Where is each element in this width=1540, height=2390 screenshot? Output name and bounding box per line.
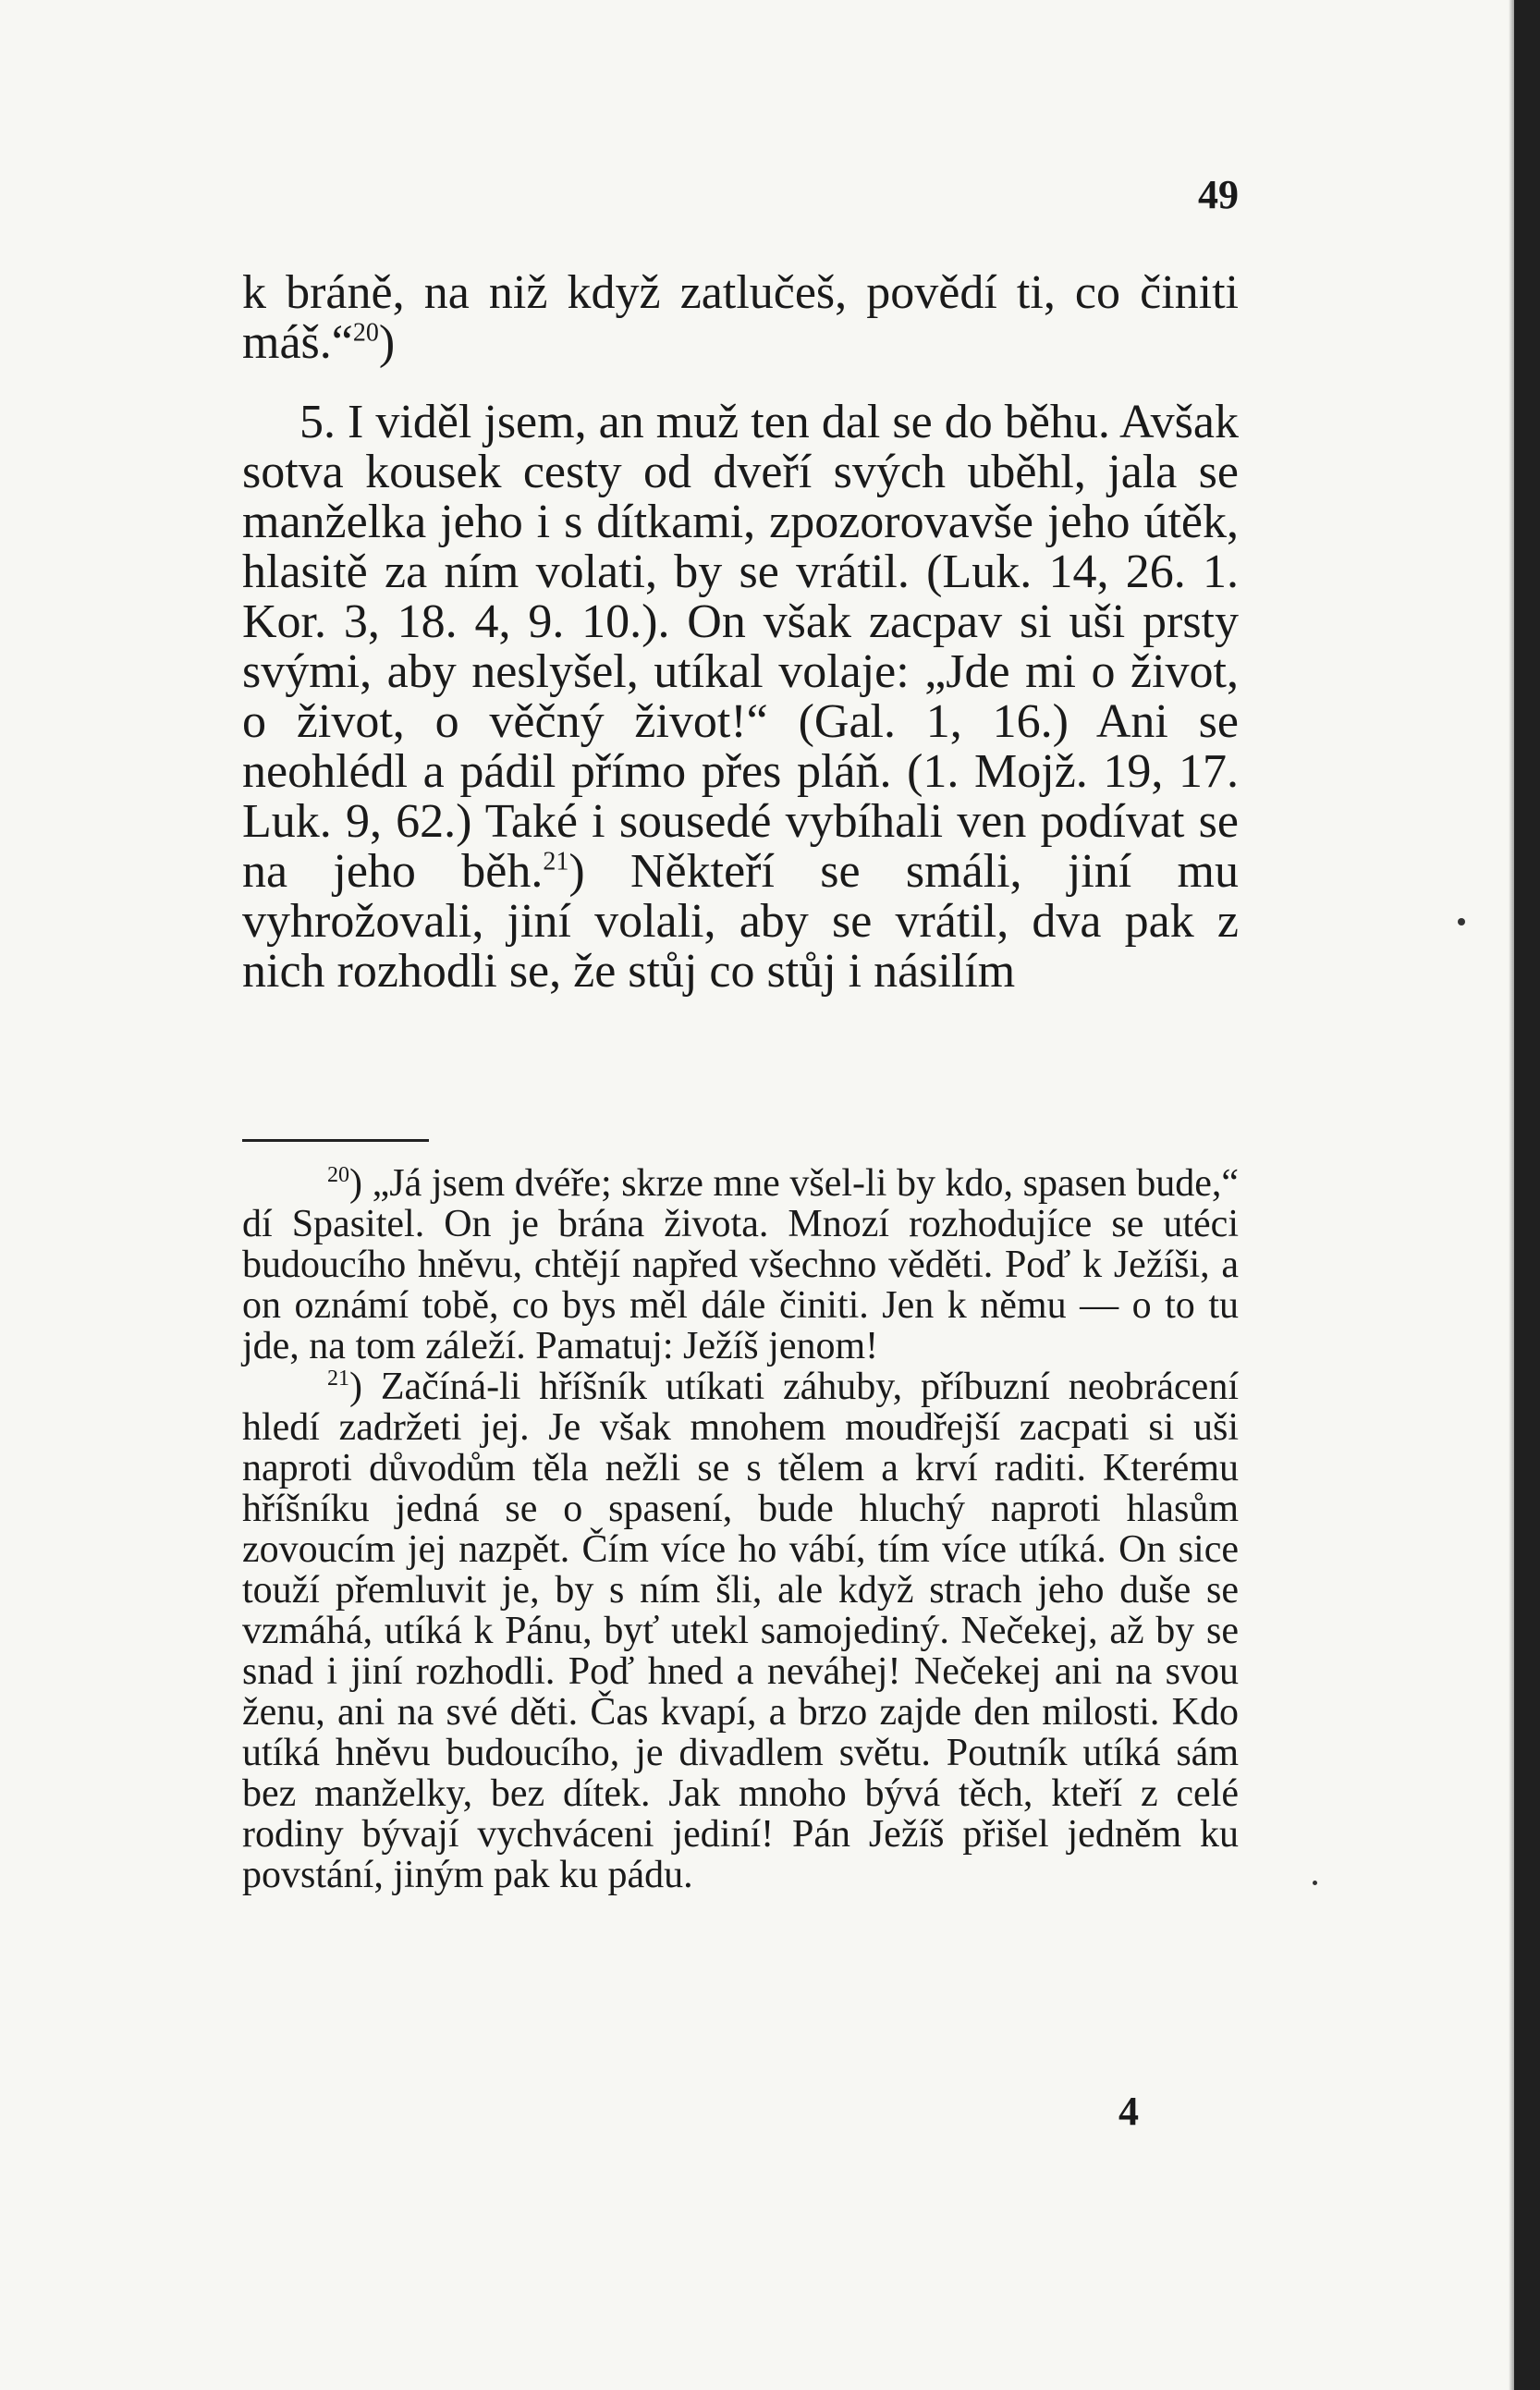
- carryover-paragraph: k bráně, na niž když zatlučeš, povědí ti, co činiti máš.“$^{20}$): [242, 266, 1239, 369]
- footnote-text: Začíná-li hříšník utíkati záhuby, příbuzní neobrácení hledí zadržeti jej. Je však mnohem moudřejší zacpati si uši naproti důvodům těla nežli se s tělem a krví raditi. Kterému hříšníku jedná se o spasení, bude hluchý naproti hlasům zovoucím jej nazpět. Čím více ho vábí, tím více utíká. On sice touží přemluvit je, by s ním šli, ale když strach jeho duše se vzmáhá, utíká k Pánu, byť utekl samojediný. Nečekej, až by se snad i jiní rozhodli. Poď hned a neváhej! Nečekej ani na svou ženu, ani na své děti. Čas kvapí, a brzo zajde den milosti. Kdo utíká hněvu budoucího, je divadlem světu. Poutník utíká sám bez manželky, bez dítek. Jak mnoho bývá těch, kteří z celé rodiny bývají vychváceni jediní! Pán Ježíš přišel jedněm ku povstání, jiným pak ku pádu.: [242, 1366, 1239, 1896]
- paragraph-5-text-a: 5. I viděl jsem, an muž ten dal se do běhu. Avšak sotva kousek cesty od dveří svých uběhl, jala se manželka jeho i s dítkami, zpozorovavše jeho útěk, hlasitě za ním volati, by se vrátil. (Luk. 14, 26. 1. Kor. 3, 18. 4, 9. 10.). On však zacpav si uši prsty svými, aby neslyšel, utíkal volaje: „Jde mi o život, o život, o věčný život!“ (Gal. 1, 16.) Ani se neohlédl a pádil přímo přes pláň. (1. Mojž. 19, 17. Luk. 9, 62.) Také i sousedé vybíhali ven podívat se na jeho běh.: [242, 396, 1239, 898]
- footnote-text: „Já jsem dvéře; skrze mne všel-li by kdo, spasen bude,“ dí Spasitel. On je brána života. Mnozí rozhodujíce se utéci budoucího hněvu, chtějí napřed všechno věděti. Poď k Ježíši, a on oznámí tobě, co bys měl dále činiti. Jen k němu — o to tu jde, na tom záleží. Pamatuj: Ježíš jenom!: [242, 1162, 1239, 1367]
- page-number: 49: [1198, 172, 1239, 217]
- carryover-text: k bráně, na niž když zatlučeš, povědí ti, co činiti máš.“: [242, 266, 1239, 369]
- paragraph-5-text-b: Někteří se smáli, jiní mu vyhrožovali, jiní volali, aby se vrátil, dva pak z nich rozhodli se, že stůj co stůj i násilím: [242, 845, 1239, 998]
- scan-speck: [1313, 1881, 1317, 1885]
- scan-speck: [1458, 918, 1465, 925]
- footnote-marker: 20: [327, 1163, 349, 1187]
- footnote-marker: 21: [327, 1367, 349, 1391]
- main-text: [242, 268, 1239, 997]
- footnote-ref-21: 21: [543, 847, 569, 876]
- footnote-21: $^{21}$) Začíná-li hříšník utíkati záhuby, příbuzní neobrácení hledí zadržeti jej. Je však mnohem moudřejší zacpati si uši naproti důvodům těla nežli se s tělem a krví raditi. Kterému hříšníku jedná se o spasení, bude hluchý naproti hlasům zovoucím jej nazpět. Čím více ho vábí, tím více utíká. On sice touží přemluvit je, by s ním šli, ale když strach jeho duše se vzmáhá, utíká k Pánu, byť utekl samojediný. Nečekej, až by se snad i jiní rozhodli. Poď hned a neváhej! Nečekej ani na svou ženu, ani na své děti. Čas kvapí, a brzo zajde den milosti. Kdo utíká hněvu budoucího, je divadlem světu. Poutník utíká sám bez manželky, bez dítek. Jak mnoho bývá těch, kteří z celé rodiny bývají vychváceni jediní! Pán Ježíš přišel jedněm ku povstání, jiným pak ku pádu.: [242, 1366, 1239, 1896]
- footnotes: [242, 1163, 1239, 1895]
- scan-edge: [1514, 0, 1540, 2390]
- signature-mark: 4: [1118, 2089, 1139, 2134]
- footnote-separator: [242, 1139, 429, 1142]
- footnote-20: $^{20}$) „Já jsem dvéře; skrze mne všel-li by kdo, spasen bude,“ dí Spasitel. On je brána života. Mnozí rozhodujíce se utéci budoucího hněvu, chtějí napřed všechno věděti. Poď k Ježíši, a on oznámí tobě, co bys měl dále činiti. Jen k němu — o to tu jde, na tom záleží. Pamatuj: Ježíš jenom!: [242, 1162, 1239, 1367]
- paragraph-5: 5. I viděl jsem, an muž ten dal se do běhu. Avšak sotva kousek cesty od dveří svých uběhl, jala se manželka jeho i s dítkami, zpozorovavše jeho útěk, hlasitě za ním volati, by se vrátil. (Luk. 14, 26. 1. Kor. 3, 18. 4, 9. 10.). On však zacpav si uši prsty svými, aby neslyšel, utíkal volaje: „Jde mi o život, o život, o věčný život!“ (Gal. 1, 16.) Ani se neohlédl a pádil přímo přes pláň. (1. Mojž. 19, 17. Luk. 9, 62.) Také i sousedé vybíhali ven podívat se na jeho běh.$^{21}$) Někteří se smáli, jiní mu vyhrožovali, jiní volali, aby se vrátil, dva pak z nich rozhodli se, že stůj co stůj i násilím: [242, 396, 1239, 998]
- footnote-ref-20: 20: [352, 318, 379, 348]
